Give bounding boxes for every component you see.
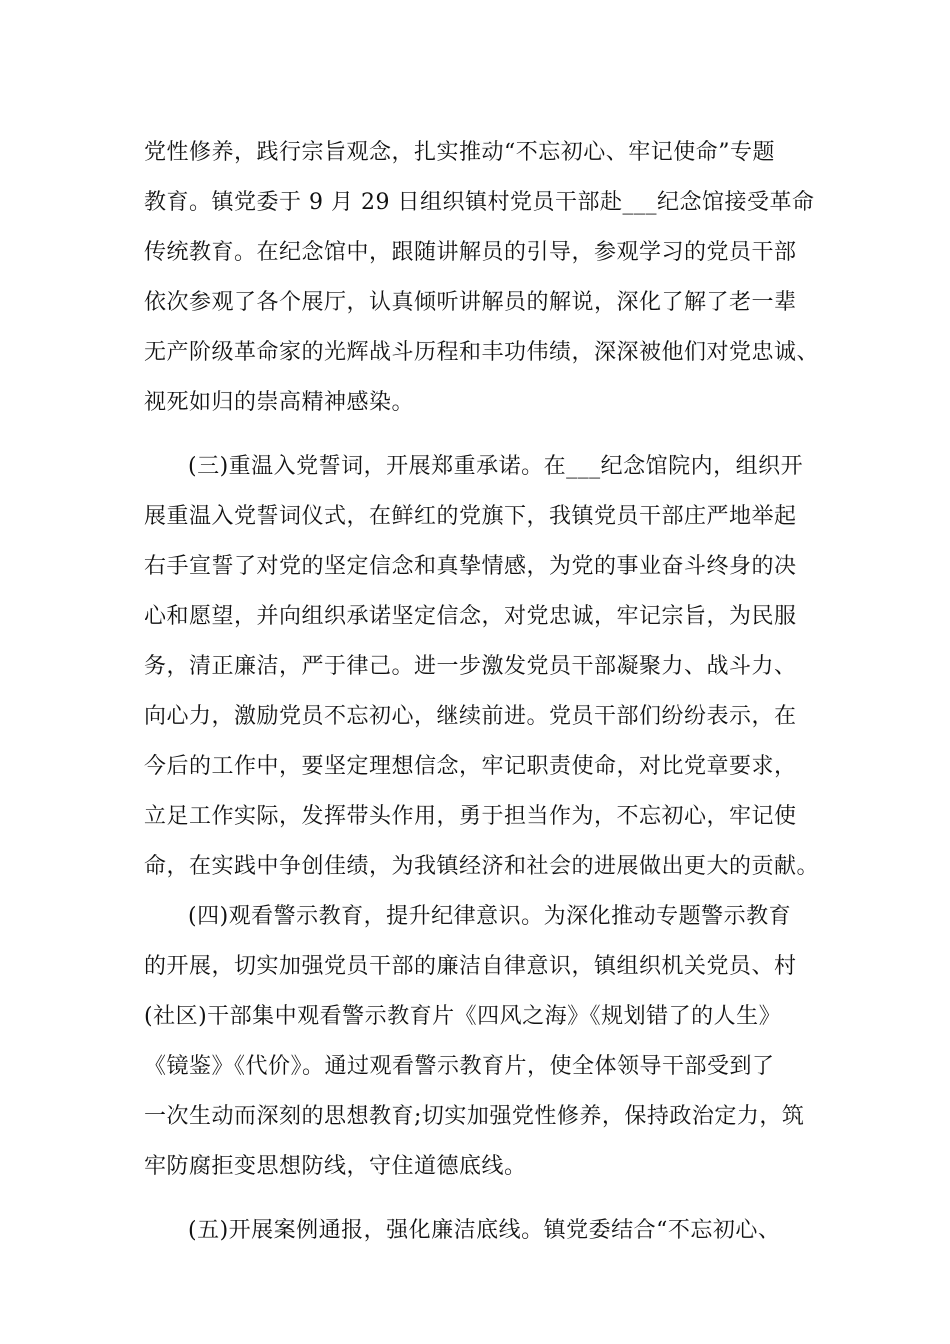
text-line: 心和愿望，并向组织承诺坚定信念，对党忠诚，牢记宗旨，为民服: [144, 604, 797, 629]
paragraph-1: [144, 128, 834, 428]
text-line: 依次参观了各个展厅，认真倾听讲解员的解说，深化了解了老一辈: [144, 290, 797, 315]
paragraph-gap: [144, 428, 834, 442]
text-line-indented: (五)开展案例通报，强化廉洁底线。镇党委结合“不忘初心、: [188, 1218, 781, 1243]
document-body: [144, 128, 834, 1256]
text-line: 无产阶级革命家的光辉战斗历程和丰功伟绩，深深被他们对党忠诚、: [144, 340, 820, 365]
text-line: 《镜鉴》《代价》。通过观看警示教育片，使全体领导干部受到了: [144, 1054, 775, 1079]
text-line: 牢防腐拒变思想防线，守住道德底线。: [144, 1154, 527, 1179]
text-line-indented: (四)观看警示教育，提升纪律意识。为深化推动专题警示教育: [188, 904, 792, 929]
text-line: 一次生动而深刻的思想教育;切实加强党性修养，保持政治定力，筑: [144, 1104, 805, 1129]
text-line: (社区)干部集中观看警示教育片《四风之海》《规划错了的人生》: [144, 1004, 782, 1029]
text-line: 教育。镇党委于 9 月 29 日组织镇村党员干部赴___纪念馆接受革命: [144, 190, 815, 215]
text-line: 立足工作实际，发挥带头作用，勇于担当作为，不忘初心，牢记使: [144, 804, 797, 829]
text-line: 右手宣誓了对党的坚定信念和真挚情感，为党的事业奋斗终身的决: [144, 554, 797, 579]
text-line: 务，清正廉洁，严于律己。进一步激发党员干部凝聚力、战斗力、: [144, 654, 797, 679]
text-line: 传统教育。在纪念馆中，跟随讲解员的引导，参观学习的党员干部: [144, 240, 797, 265]
text-line: 党性修养，践行宗旨观念，扎实推动“不忘初心、牢记使命”专题: [144, 140, 775, 165]
paragraph-2: [144, 442, 834, 892]
text-line: 今后的工作中，要坚定理想信念，牢记职责使命，对比党章要求，: [144, 754, 797, 779]
paragraph-3: [144, 892, 834, 1192]
paragraph-4: [144, 1206, 834, 1256]
text-line-indented: (三)重温入党誓词，开展郑重承诺。在___纪念馆院内，组织开: [188, 454, 804, 479]
text-line: 展重温入党誓词仪式，在鲜红的党旗下，我镇党员干部庄严地举起: [144, 504, 797, 529]
text-line: 的开展，切实加强党员干部的廉洁自律意识，镇组织机关党员、村: [144, 954, 797, 979]
text-line: 命，在实践中争创佳绩，为我镇经济和社会的进展做出更大的贡献。: [144, 854, 820, 879]
text-line: 视死如归的崇高精神感染。: [144, 390, 415, 415]
text-line: 向心力，激励党员不忘初心，继续前进。党员干部们纷纷表示，在: [144, 704, 797, 729]
paragraph-gap: [144, 1192, 834, 1206]
